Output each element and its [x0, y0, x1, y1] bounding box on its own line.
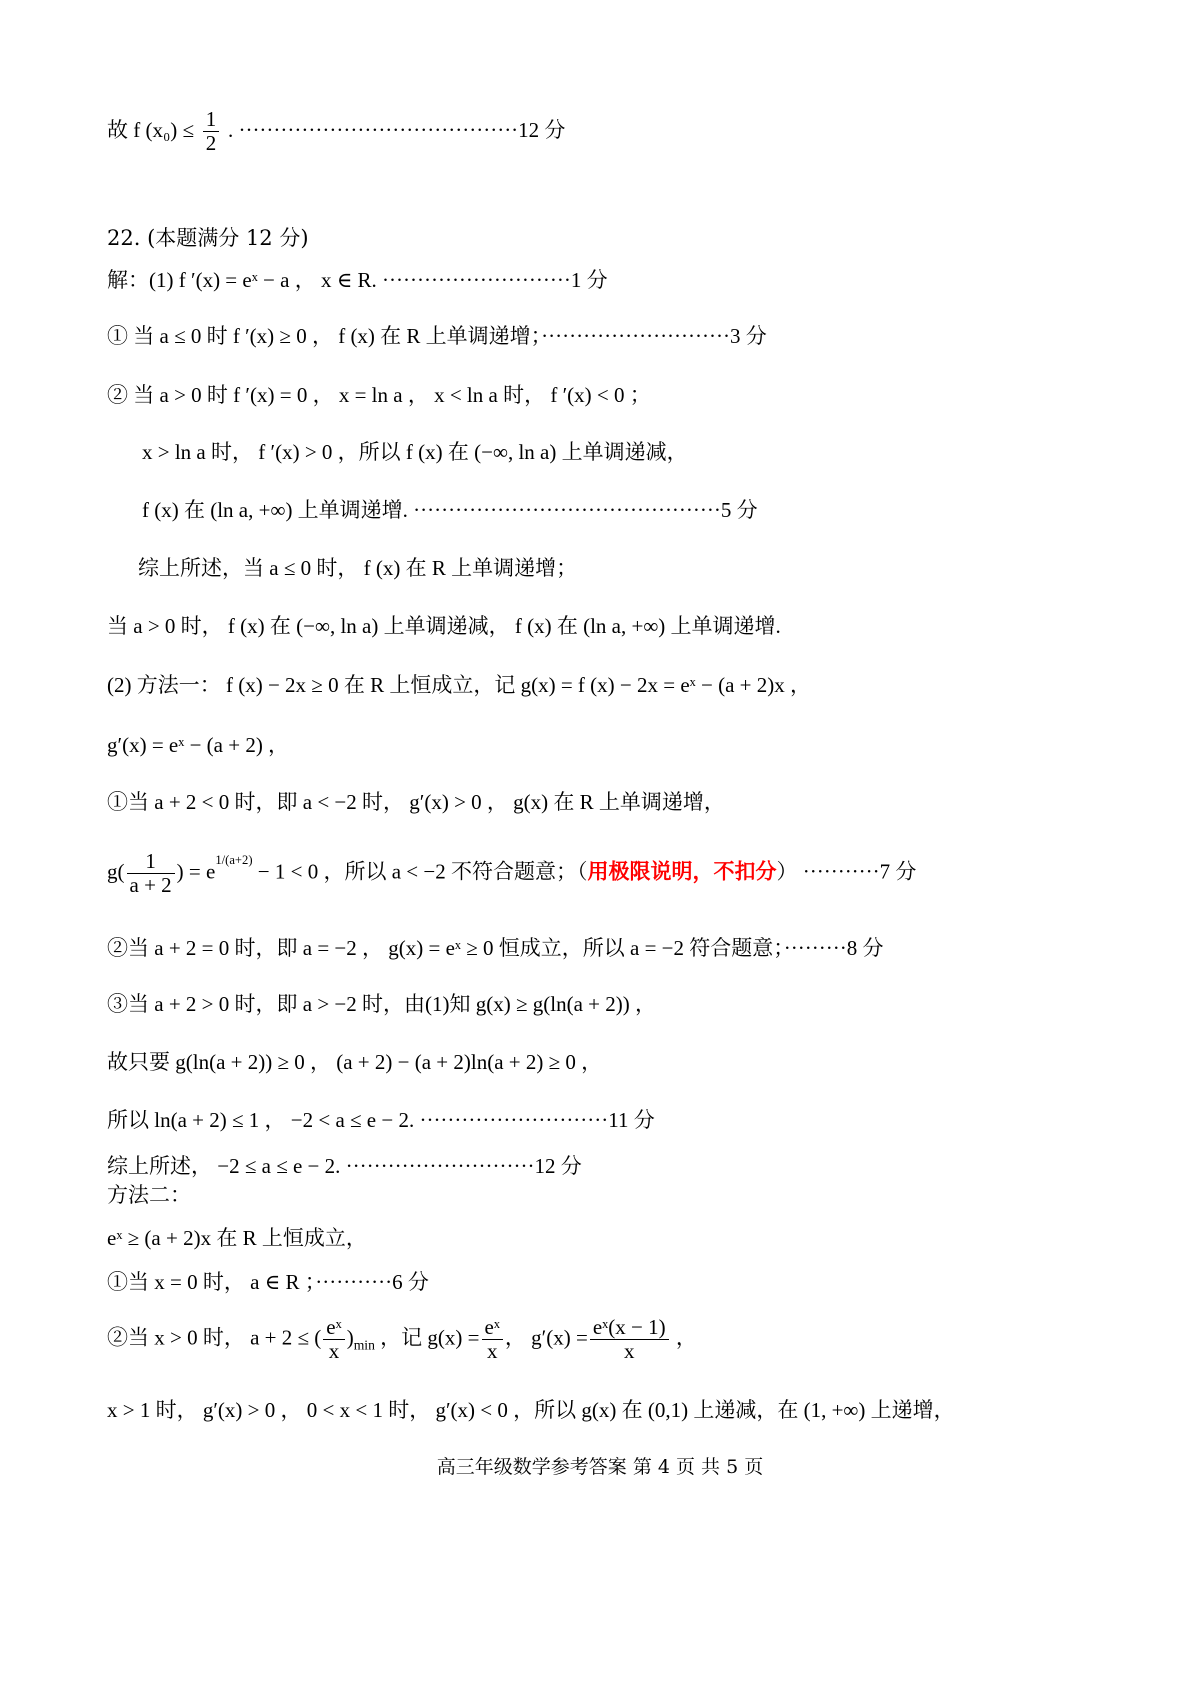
fraction-denominator: x — [623, 1339, 635, 1364]
fraction-numerator: eˣ — [323, 1316, 344, 1340]
q22-case-2 — [107, 383, 1200, 408]
q22-limit-line — [107, 850, 1200, 897]
q22-sol-1-text: 解：(1) f ′(x) = eˣ − a ， x ∈ R. ···························1 分 — [107, 268, 608, 292]
q22-m1-case3b-text: 故只要 g(ln(a + 2)) ≥ 0 ， (a + 2) − (a + 2)ln(a + 2) ≥ 0 ， — [107, 1050, 603, 1074]
limit-prefix: g( — [107, 859, 125, 884]
q22-m1-case3-text: ③当 a + 2 > 0 时，即 a > −2 时，由(1)知 g(x) ≥ g(ln(a + 2)) ， — [107, 992, 656, 1016]
q22-m1-case3c — [107, 1108, 1200, 1133]
fraction-gprime-def — [590, 1316, 669, 1363]
q22-case-2c-text: f (x) 在 (ln a, +∞) 上单调递增. ············································5 分 — [142, 498, 758, 522]
q22-m1-case3b — [107, 1050, 1200, 1075]
m2-case2-tail: ， — [670, 1325, 697, 1350]
q22-summary-2 — [107, 614, 1200, 639]
q22-m2-case1 — [107, 1270, 1200, 1295]
fraction-denominator: x — [486, 1339, 498, 1364]
limit-note-red: 用极限说明，不扣分 — [587, 859, 777, 884]
q22-m1-case3c-text: 所以 ln(a + 2) ≤ 1 ， −2 < a ≤ e − 2. ···························11 分 — [107, 1108, 655, 1132]
q21-score: . ········································12 分 — [227, 118, 566, 143]
q22-m1-summary-text: 综上所述， −2 ≤ a ≤ e − 2. ···························12 分 — [107, 1154, 582, 1178]
fraction-one-over-a-plus-2 — [127, 850, 175, 897]
q22-summary-2-text: 当 a > 0 时， f (x) 在 (−∞, ln a) 上单调递减， f (x) 在 (ln a, +∞) 上单调递增. — [107, 614, 781, 638]
q21-conclusion — [107, 108, 1200, 155]
m2-case2-mid: ，记 g(x) = — [374, 1325, 480, 1350]
q22-m1-summary — [107, 1154, 1200, 1179]
q22-method2 — [107, 1183, 1200, 1208]
fraction-denominator: x — [328, 1339, 340, 1364]
fraction-numerator: eˣ(x − 1) — [590, 1316, 669, 1340]
min-subscript: min — [353, 1337, 375, 1353]
limit-exponent: 1/(a+2) — [215, 853, 253, 868]
q22-sol-1 — [107, 268, 1200, 293]
q22-part2-method1-text: (2) 方法一： f (x) − 2x ≥ 0 在 R 上恒成立，记 g(x) = f (x) − 2x = eˣ − (a + 2)x ， — [107, 673, 811, 697]
q22-header — [107, 226, 1200, 251]
m2-case2-mid2: ， g′(x) = — [504, 1325, 588, 1350]
q22-m1-case3 — [107, 992, 1200, 1017]
limit-mid: ) = e — [176, 859, 216, 884]
q22-header-text: 22. (本题满分 12 分) — [107, 226, 309, 250]
q22-m2-case3 — [107, 1398, 1200, 1423]
fraction-numerator: 1 — [203, 108, 220, 132]
q22-case-2b-text: x > ln a 时， f ′(x) > 0 ，所以 f (x) 在 (−∞, ln a) 上单调递减， — [142, 440, 688, 464]
fraction-denominator: 2 — [205, 131, 217, 156]
q22-method2-text: 方法二： — [107, 1183, 191, 1207]
q22-summary-1-text: 综上所述，当 a ≤ 0 时， f (x) 在 R 上单调递增； — [138, 556, 578, 580]
fraction-numerator: eˣ — [482, 1316, 503, 1340]
q22-m2-case2: ②当 x > 0 时， a + 2 ≤ ( $\frac{\text{eˣ}}{x}$ )$_{min}$ ，记 g(x) = $\frac{\text{eˣ}}{x}$ ， g′(x) = $\frac{\text{eˣ(x − 1)}}{x}$ ， — [107, 1315, 697, 1364]
fraction-ex-over-x — [323, 1316, 344, 1363]
limit-after: − 1 < 0 ，所以 a < −2 不符合题意；（ — [252, 859, 588, 884]
q22-m1-case1 — [107, 790, 1200, 815]
q22-m2-case3-text: x > 1 时， g′(x) > 0 ， 0 < x < 1 时， g′(x) < 0 ，所以 g(x) 在 (0,1) 上递减，在 (1, +∞) 上递增， — [107, 1398, 955, 1422]
q22-m1-case2 — [107, 936, 1200, 961]
m2-case2-prefix: ②当 x > 0 时， a + 2 ≤ ( — [107, 1325, 322, 1350]
q22-case-1 — [107, 324, 1200, 349]
q22-m2-ineq-text: eˣ ≥ (a + 2)x 在 R 上恒成立， — [107, 1226, 367, 1250]
page-footer: 高三年级数学参考答案 第 4 页 共 5 页 — [436, 1456, 764, 1478]
q22-m2-case1-text: ①当 x = 0 时， a ∈ R ；···········6 分 — [107, 1270, 429, 1294]
q22-m1-case1-text: ①当 a + 2 < 0 时，即 a < −2 时， g′(x) > 0 ， g(x) 在 R 上单调递增， — [107, 790, 725, 814]
q22-case-1-text: ① 当 a ≤ 0 时 f ′(x) ≥ 0 ， f (x) 在 R 上单调递增；···························3 分 — [107, 324, 767, 348]
q21-conclusion-text: 故 f (x₀) ≤ — [107, 118, 195, 143]
q22-case-2c — [142, 498, 1200, 523]
q22-m2-ineq — [107, 1226, 1200, 1251]
q22-gprime — [107, 733, 1200, 758]
q22-summary-1 — [138, 556, 1200, 581]
fraction-half — [203, 108, 220, 155]
q22-part2-method1 — [107, 673, 1200, 698]
q22-case-2b — [142, 440, 1200, 465]
fraction-g-def — [482, 1316, 503, 1363]
q22-m1-case2-text: ②当 a + 2 = 0 时，即 a = −2 ， g(x) = eˣ ≥ 0 恒成立，所以 a = −2 符合题意；·········8 分 — [107, 936, 884, 960]
fraction-denominator: a + 2 — [129, 873, 172, 898]
q22-case-2-text: ② 当 a > 0 时 f ′(x) = 0 ， x = ln a ， x < ln a 时， f ′(x) < 0 ； — [107, 383, 651, 407]
q22-gprime-text: g′(x) = eˣ − (a + 2) ， — [107, 733, 290, 757]
fraction-numerator: 1 — [127, 850, 175, 874]
limit-score: ） ···········7 分 — [776, 859, 917, 884]
